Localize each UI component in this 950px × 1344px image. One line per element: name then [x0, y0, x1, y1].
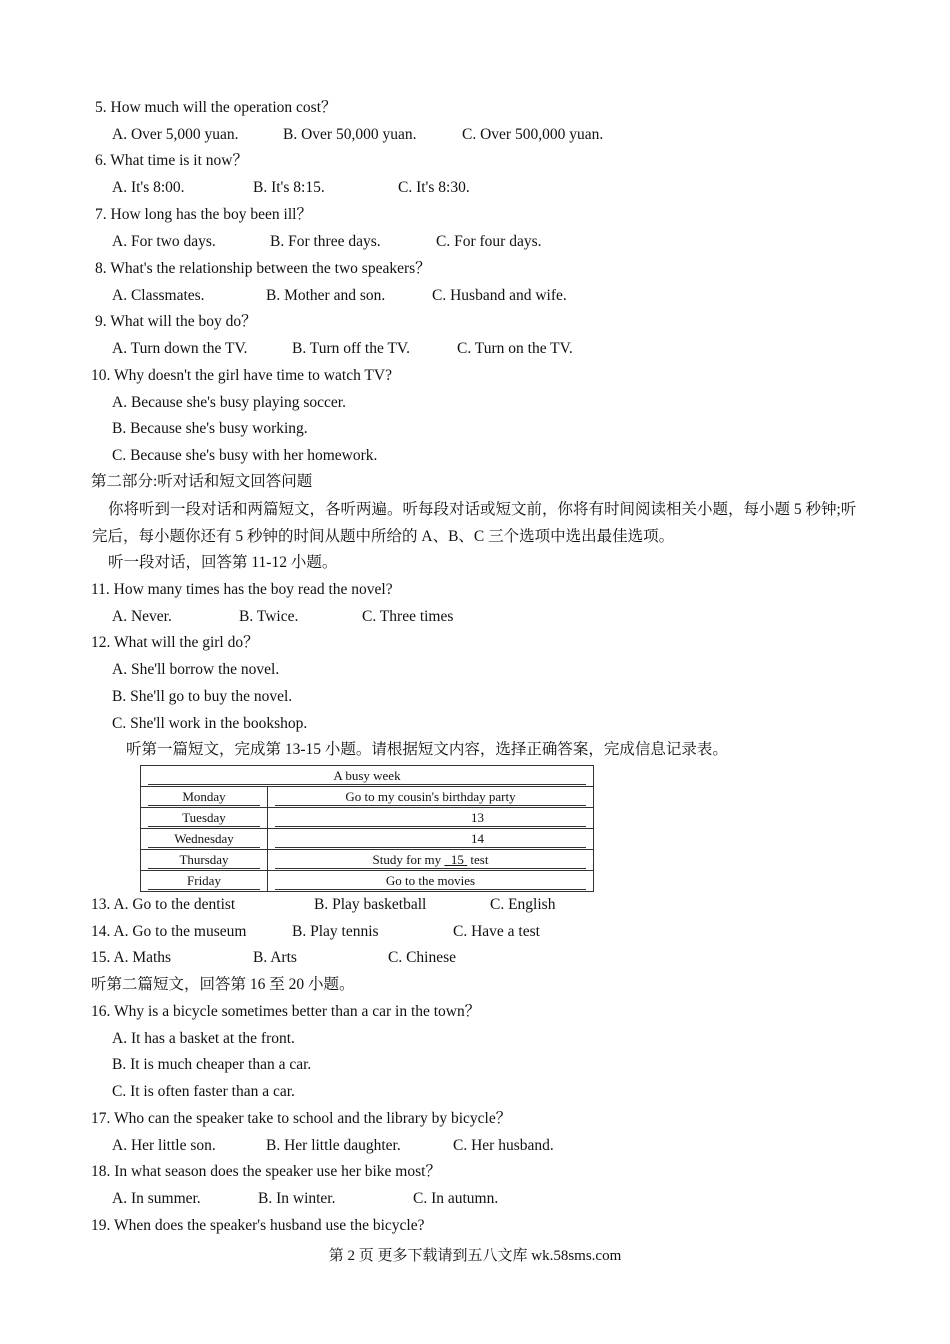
question-stem: 12. What will the girl do？ — [91, 634, 259, 651]
blank-14: 14 — [275, 830, 586, 848]
dialog-intro: 听一段对话，回答第 11-12 小题。 — [108, 554, 338, 571]
option: A. Over 5,000 yuan. — [112, 126, 239, 143]
option: A. Classmates. — [112, 287, 205, 304]
option: C. Three times — [362, 608, 454, 625]
question-stem: 6. What time is it now？ — [95, 152, 248, 169]
option: A. She'll borrow the novel. — [112, 661, 280, 678]
option: B. It is much cheaper than a car. — [112, 1056, 312, 1073]
option: C. She'll work in the bookshop. — [112, 715, 308, 732]
table-row — [141, 871, 594, 892]
option: C. Turn on the TV. — [457, 340, 573, 357]
blank-13: 13 — [275, 809, 586, 827]
question-stem: 19. When does the speaker's husband use the bicycle? — [91, 1217, 425, 1234]
option: B. Mother and son. — [266, 287, 386, 304]
activity-suffix: test — [467, 852, 489, 867]
question-stem: 8. What's the relationship between the two speakers？ — [95, 260, 431, 277]
day-cell: Friday — [148, 872, 260, 890]
option: C. Have a test — [453, 923, 540, 940]
option: B. Over 50,000 yuan. — [283, 126, 417, 143]
table-title-row — [141, 766, 594, 787]
page-footer: 第 2 页 更多下载请到五八文库 wk.58sms.com — [328, 1248, 622, 1264]
section-instructions: 你将听到一段对话和两篇短文，各听两遍。听每段对话或短文前，你将有时间阅读相关小题，每小题 5 秒钟;听完后，每小题你还有 5 秒钟的时间从题中所给的 A、B、C 三个选项中选出最佳选项。 — [92, 501, 857, 545]
option: A. Her little son. — [112, 1137, 216, 1154]
question-stem: 18. In what season does the speaker use her bike most？ — [91, 1163, 441, 1180]
question-stem: 5. How much will the operation cost？ — [95, 99, 337, 116]
option: B. It's 8:15. — [253, 179, 325, 196]
question-stem: 13. A. Go to the dentist — [91, 896, 236, 913]
option: C. Husband and wife. — [432, 287, 567, 304]
option: C. Chinese — [388, 949, 457, 966]
option: C. English — [490, 896, 556, 913]
blank-15: 15 — [450, 852, 464, 867]
option: A. Turn down the TV. — [112, 340, 248, 357]
question-stem: 9. What will the boy do？ — [95, 313, 257, 330]
table-row — [141, 787, 594, 808]
question-stem: 7. How long has the boy been ill？ — [95, 206, 312, 223]
passage2-intro: 听第二篇短文，回答第 16 至 20 小题。 — [91, 976, 355, 993]
section-heading: 第二部分:听对话和短文回答问题 — [91, 473, 313, 490]
day-cell: Wednesday — [148, 830, 260, 848]
option: B. Because she's busy working. — [112, 420, 308, 437]
option: A. Never. — [112, 608, 172, 625]
option: C. In autumn. — [413, 1190, 499, 1207]
option: B. In winter. — [258, 1190, 336, 1207]
day-cell: Thursday — [148, 851, 260, 869]
option: B. Play basketball — [314, 896, 427, 913]
passage1-intro: 听第一篇短文，完成第 13-15 小题。请根据短文内容，选择正确答案，完成信息记录表。 — [126, 741, 728, 758]
question-stem: 14. A. Go to the museum — [91, 923, 247, 940]
option: A. Because she's busy playing soccer. — [112, 394, 346, 411]
option: C. It's 8:30. — [398, 179, 470, 196]
option: C. Her husband. — [453, 1137, 554, 1154]
option: B. Twice. — [239, 608, 299, 625]
question-stem: 11. How many times has the boy read the novel? — [91, 581, 393, 598]
table-row — [141, 850, 594, 871]
activity-cell — [275, 851, 586, 869]
day-cell: Tuesday — [148, 809, 260, 827]
option: A. In summer. — [112, 1190, 201, 1207]
activity-cell: Go to the movies — [275, 872, 586, 890]
question-stem: 17. Who can the speaker take to school and the library by bicycle？ — [91, 1110, 512, 1127]
option: A. For two days. — [112, 233, 216, 250]
question-stem: 15. A. Maths — [91, 949, 172, 966]
option: A. It's 8:00. — [112, 179, 185, 196]
day-cell: Monday — [148, 788, 260, 806]
option: B. Play tennis — [292, 923, 379, 940]
option: C. Because she's busy with her homework. — [112, 447, 378, 464]
option: B. For three days. — [270, 233, 381, 250]
activity-prefix: Study for my — [372, 852, 445, 867]
option: B. She'll go to buy the novel. — [112, 688, 293, 705]
option: B. Turn off the TV. — [292, 340, 411, 357]
question-stem: 16. Why is a bicycle sometimes better than a car in the town？ — [91, 1003, 481, 1020]
table-row — [141, 829, 594, 850]
table-title: A busy week — [148, 767, 586, 785]
option: C. Over 500,000 yuan. — [462, 126, 604, 143]
activity-cell: Go to my cousin's birthday party — [275, 788, 586, 806]
option: B. Arts — [253, 949, 297, 966]
option: C. For four days. — [436, 233, 542, 250]
option: A. It has a basket at the front. — [112, 1030, 295, 1047]
option: C. It is often faster than a car. — [112, 1083, 295, 1100]
option: B. Her little daughter. — [266, 1137, 401, 1154]
table-row — [141, 808, 594, 829]
question-stem: 10. Why doesn't the girl have time to watch TV? — [91, 367, 392, 384]
record-table — [140, 765, 594, 892]
